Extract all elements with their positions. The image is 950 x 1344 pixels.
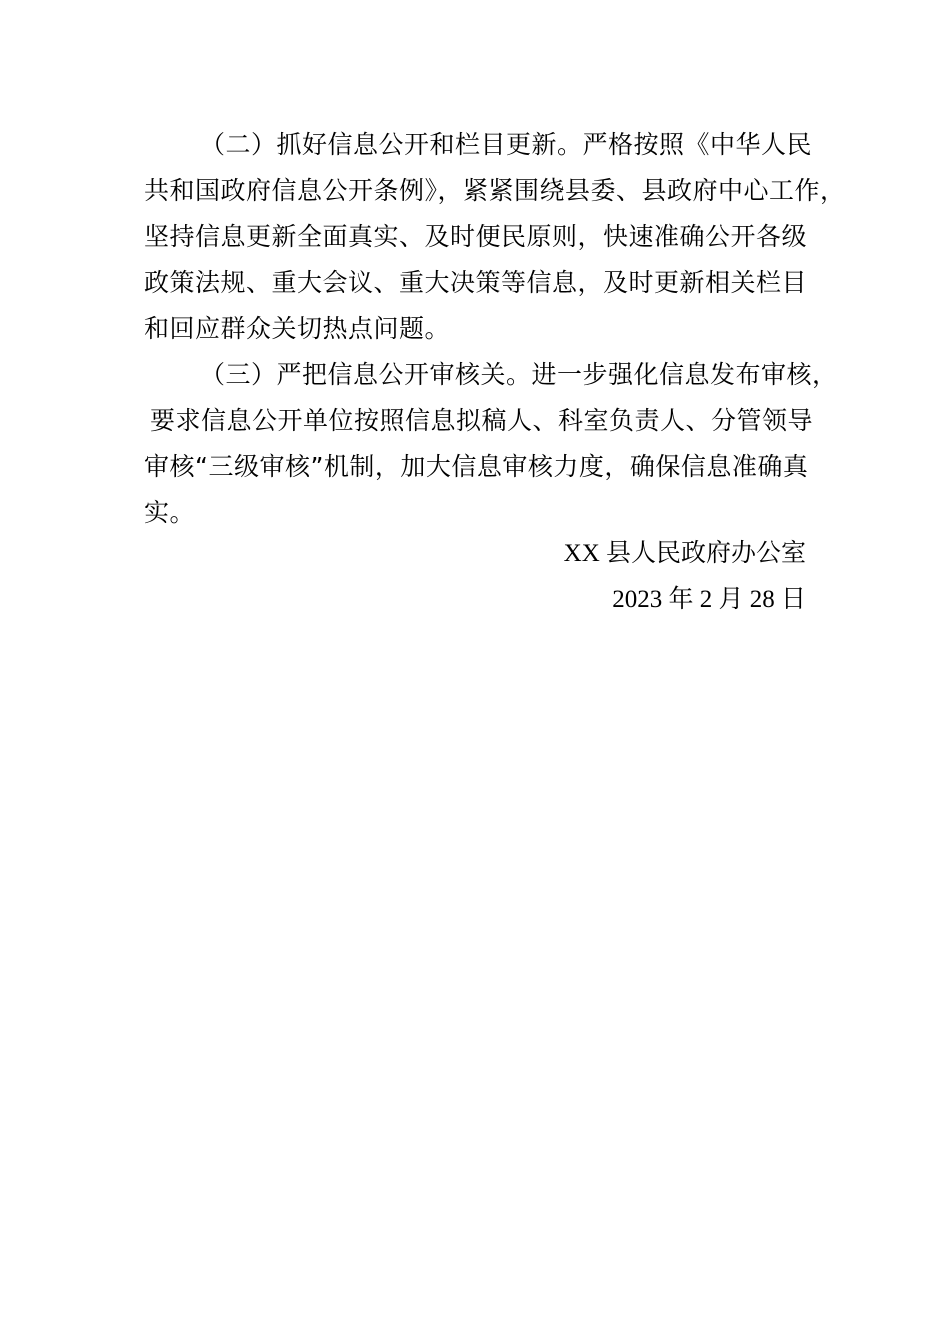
- signature-office: XX 县人民政府办公室: [563, 540, 806, 567]
- signature-date: 2023 年 2 月 28 日: [612, 586, 806, 613]
- paragraph-information-disclosure: [144, 122, 846, 352]
- paragraph-line: （三）严把信息公开审核关。进一步强化信息发布审核，: [200, 360, 838, 389]
- paragraph-line: 坚持信息更新全面真实、及时便民原则，快速准确公开各级: [144, 222, 808, 251]
- document-body: [144, 122, 846, 536]
- paragraph-line: （二）抓好信息公开和栏目更新。严格按照《中华人民: [200, 130, 813, 159]
- paragraph-line: 和回应群众关切热点问题。: [144, 314, 451, 343]
- paragraph-review-control: [144, 352, 838, 536]
- paragraph-line: 政策法规、重大会议、重大决策等信息，及时更新相关栏目: [144, 268, 808, 297]
- signature-block: [564, 531, 806, 623]
- paragraph-line: 要求信息公开单位按照信息拟稿人、科室负责人、分管领导: [150, 406, 814, 435]
- paragraph-line: 实。: [144, 498, 196, 527]
- paragraph-line: 审核“三级审核”机制，加大信息审核力度，确保信息准确真: [144, 452, 809, 481]
- paragraph-line: 共和国政府信息公开条例》，紧紧围绕县委、县政府中心工作，: [144, 176, 846, 205]
